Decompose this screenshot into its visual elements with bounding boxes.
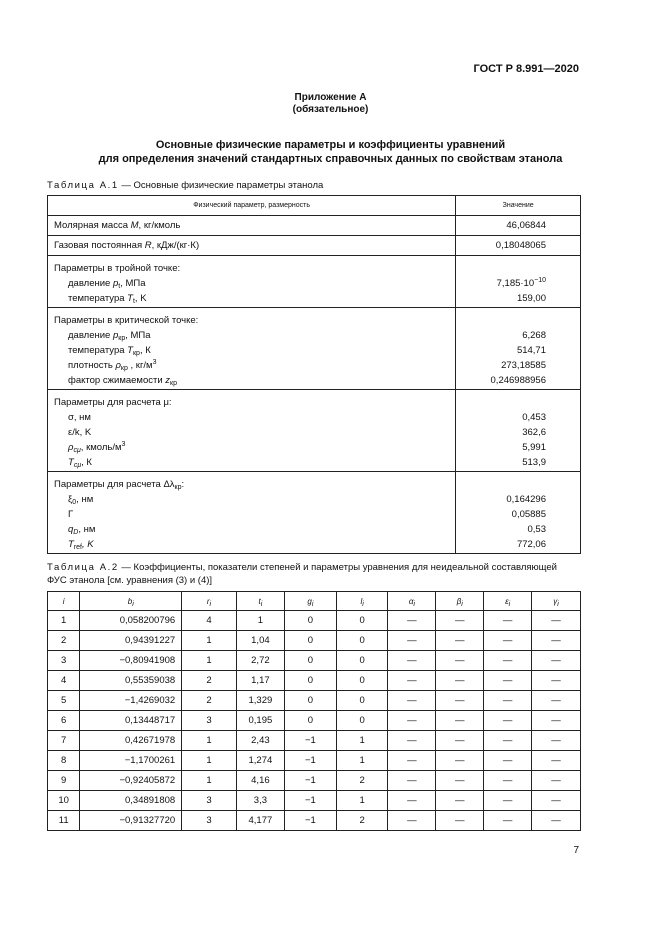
critical-compressibility-value: 0,246988956	[490, 375, 546, 386]
table-cell: 0	[285, 671, 337, 691]
table-header-row	[48, 196, 581, 216]
table-cell: 1,274	[236, 751, 284, 771]
header-parameter: Физический параметр, размерность	[48, 196, 456, 216]
header-col-2: $r_i$	[182, 592, 237, 611]
table-cell: —	[436, 771, 484, 791]
gas-constant-label: Газовая постоянная R, кДж/(кг·К)	[54, 240, 200, 251]
table-cell: −1	[285, 791, 337, 811]
document-title-line2: для определения значений стандартных справочных данных по свойствам этанола	[98, 153, 563, 165]
table-cell: —	[388, 731, 436, 751]
t-cmu-label: $T_{с\mu}$, К	[68, 457, 92, 469]
table-cell: —	[532, 751, 581, 771]
triple-pressure-value: $7,185\cdot 10^{-10}$	[496, 277, 546, 289]
table-cell: 0	[336, 611, 388, 631]
table-cell: 3	[182, 791, 237, 811]
table-cell: 0,55359038	[80, 671, 182, 691]
table-cell: —	[532, 651, 581, 671]
table-cell: —	[484, 751, 532, 771]
table-cell: —	[532, 771, 581, 791]
table-cell: —	[436, 791, 484, 811]
table-cell: 0,94391227	[80, 631, 182, 651]
table-cell: —	[532, 611, 581, 631]
table-row	[48, 731, 581, 751]
table-row	[48, 651, 581, 671]
table-cell: —	[532, 791, 581, 811]
row-conductivity-params	[48, 472, 581, 554]
table-cell: 2	[182, 671, 237, 691]
qd-label: $q_D$, нм	[68, 524, 96, 536]
table-cell: −1	[285, 771, 337, 791]
table-cell: 4	[48, 671, 80, 691]
conductivity-title: Параметры для расчета $\Delta\lambda_{кр}$:	[54, 479, 185, 491]
table-row	[48, 811, 581, 831]
table-cell: —	[532, 731, 581, 751]
table-row	[48, 771, 581, 791]
table-cell: 0,058200796	[80, 611, 182, 631]
gamma-label: Г	[68, 509, 74, 520]
table-cell: —	[436, 651, 484, 671]
triple-temperature-label: температура $T_t$, K	[68, 293, 147, 305]
page-number: 7	[573, 845, 579, 856]
table-cell: 1,04	[236, 631, 284, 651]
tref-label: $T_{ref}$, K	[68, 539, 94, 551]
table2-caption-text: — Коэффициенты, показатели степеней и параметры уравнения для неидеальной составляющей	[118, 562, 557, 573]
table-cell: —	[388, 631, 436, 651]
table-cell: —	[436, 611, 484, 631]
table-cell: 2,72	[236, 651, 284, 671]
table-cell: 5	[48, 691, 80, 711]
table-cell: −0,80941908	[80, 651, 182, 671]
table-cell: 0	[336, 691, 388, 711]
table-cell: —	[484, 671, 532, 691]
table-cell: −1	[285, 731, 337, 751]
header-col-3: $t_i$	[236, 592, 284, 611]
table-cell: −1	[285, 811, 337, 831]
table-cell: 0,34891808	[80, 791, 182, 811]
table-cell: 1	[182, 651, 237, 671]
tref-value: 772,06	[516, 539, 546, 550]
molar-mass-label: Молярная масса M, кг/кмоль	[54, 220, 181, 231]
table-cell: —	[484, 791, 532, 811]
table-cell: −0,92405872	[80, 771, 182, 791]
table2-caption-label: Таблица А.2	[47, 562, 119, 573]
document-title-line1: Основные физические параметры и коэффициенты уравнений	[155, 139, 506, 151]
table-cell: 3	[182, 811, 237, 831]
table-cell: 4,16	[236, 771, 284, 791]
document-title	[0, 138, 661, 166]
table-cell: 2	[336, 811, 388, 831]
header-col-5: $l_i$	[336, 592, 388, 611]
table-cell: —	[484, 771, 532, 791]
table-row	[48, 691, 581, 711]
table-row	[48, 791, 581, 811]
table1-caption	[47, 179, 323, 192]
table-cell: 10	[48, 791, 80, 811]
table-cell: 0	[336, 631, 388, 651]
table-cell: —	[532, 711, 581, 731]
table-cell: 0	[336, 651, 388, 671]
table-cell: 2,43	[236, 731, 284, 751]
table-cell: —	[532, 671, 581, 691]
table-cell: 8	[48, 751, 80, 771]
table-cell: 4,177	[236, 811, 284, 831]
table-cell: 0	[336, 671, 388, 691]
table-cell: —	[484, 631, 532, 651]
critical-temperature-label: температура $T_{кр}$, К	[68, 345, 151, 357]
physical-parameters-table	[47, 195, 581, 554]
table-cell: —	[388, 791, 436, 811]
table-cell: —	[436, 671, 484, 691]
table1-caption-text: — Основные физические параметры этанола	[118, 180, 324, 191]
table-cell: —	[388, 671, 436, 691]
critical-temperature-value: 514,71	[516, 345, 546, 356]
critical-pressure-value: 6,268	[522, 330, 546, 341]
xi0-label: $\xi_0$, нм	[68, 494, 94, 506]
table-cell: —	[532, 631, 581, 651]
critical-density-value: 273,18585	[501, 360, 546, 371]
table-row	[48, 671, 581, 691]
critical-pressure-label: давление $p_{кр}$, МПа	[68, 330, 151, 342]
table-cell: —	[484, 731, 532, 751]
table-cell: 0,195	[236, 711, 284, 731]
table2-caption	[47, 561, 587, 587]
table-cell: 0	[285, 691, 337, 711]
table-cell: —	[388, 811, 436, 831]
header-col-7: $\beta_i$	[436, 592, 484, 611]
table-cell: −1,4269032	[80, 691, 182, 711]
epsilon-label: ε/k, K	[68, 427, 92, 438]
viscosity-title: Параметры для расчета μ:	[54, 397, 172, 408]
row-triple-point	[48, 256, 581, 308]
table-cell: —	[532, 691, 581, 711]
table-cell: 1	[182, 731, 237, 751]
table-cell: 0,13448717	[80, 711, 182, 731]
rho-cmu-label: $\rho_{с\mu}$, кмоль/$м^3$	[68, 441, 126, 454]
table-cell: 0	[285, 631, 337, 651]
row-gas-constant	[48, 236, 581, 256]
table-cell: 9	[48, 771, 80, 791]
critical-density-label: плотность $\rho_{кр}$ , $кг/м^3$	[68, 359, 157, 372]
table-cell: 1	[182, 751, 237, 771]
table-cell: 1	[236, 611, 284, 631]
header-value: Значение	[456, 196, 581, 216]
table-cell: −1,1700261	[80, 751, 182, 771]
table-cell: 0	[285, 611, 337, 631]
table-row	[48, 631, 581, 651]
appendix-status: (обязательное)	[292, 104, 369, 115]
table-cell: 1	[182, 631, 237, 651]
triple-temperature-value: 159,00	[516, 293, 546, 304]
table-cell: 7	[48, 731, 80, 751]
xi0-value: 0,164296	[506, 494, 546, 505]
table-cell: 0	[285, 711, 337, 731]
sigma-value: 0,453	[522, 412, 546, 423]
table-cell: 1,17	[236, 671, 284, 691]
appendix-heading	[0, 92, 661, 116]
header-col-9: $\gamma_i$	[532, 592, 581, 611]
table-cell: 3	[48, 651, 80, 671]
table-cell: −0,91327720	[80, 811, 182, 831]
table-cell: —	[388, 771, 436, 791]
row-critical-point	[48, 308, 581, 390]
coefficients-table	[47, 591, 581, 831]
table1-caption-label: Таблица А.1	[47, 180, 119, 191]
table-cell: 11	[48, 811, 80, 831]
table-cell: —	[484, 811, 532, 831]
table-cell: —	[436, 731, 484, 751]
table-cell: 2	[336, 771, 388, 791]
qd-value: 0,53	[527, 524, 546, 535]
table-header-row	[48, 592, 581, 611]
table-cell: 1	[336, 731, 388, 751]
table-cell: —	[388, 711, 436, 731]
t-cmu-value: 513,9	[522, 457, 546, 468]
table-cell: 3,3	[236, 791, 284, 811]
table-row	[48, 711, 581, 731]
table-cell: —	[484, 611, 532, 631]
header-col-0: i	[48, 592, 80, 611]
header-col-6: $\alpha_i$	[388, 592, 436, 611]
triple-pressure-label: давление $p_t$, МПа	[68, 278, 146, 290]
rho-cmu-value: 5,991	[522, 442, 546, 453]
table-cell: 2	[182, 691, 237, 711]
epsilon-value: 362,6	[522, 427, 546, 438]
table-cell: 0	[336, 711, 388, 731]
sigma-label: σ, нм	[68, 412, 91, 423]
row-viscosity-params	[48, 390, 581, 472]
table-cell: —	[436, 631, 484, 651]
triple-point-title: Параметры в тройной точке:	[54, 263, 181, 274]
table-cell: —	[388, 611, 436, 631]
table2-caption-line2: ФУС этанола [см. уравнения (3) и (4)]	[47, 575, 213, 586]
table-cell: —	[388, 691, 436, 711]
table-cell: 0	[285, 651, 337, 671]
table-cell: 1	[336, 791, 388, 811]
molar-mass-value: 46,06844	[506, 220, 546, 231]
row-molar-mass	[48, 216, 581, 236]
table-cell: —	[532, 811, 581, 831]
table-cell: —	[484, 711, 532, 731]
critical-compressibility-label: фактор сжимаемости $z_{кр}$	[68, 375, 178, 387]
table-cell: —	[436, 711, 484, 731]
standard-code: ГОСТ Р 8.991—2020	[473, 63, 579, 75]
table-cell: —	[484, 691, 532, 711]
table-cell: 0,42671978	[80, 731, 182, 751]
table-row	[48, 751, 581, 771]
table-cell: 1,329	[236, 691, 284, 711]
header-col-1: $b_i$	[80, 592, 182, 611]
table-row	[48, 611, 581, 631]
header-col-8: $\varepsilon_i$	[484, 592, 532, 611]
table-cell: 4	[182, 611, 237, 631]
table-cell: —	[388, 751, 436, 771]
table-cell: 1	[336, 751, 388, 771]
table-cell: 1	[182, 771, 237, 791]
table-cell: 2	[48, 631, 80, 651]
critical-point-title: Параметры в критической точке:	[54, 315, 199, 326]
table-cell: —	[484, 651, 532, 671]
gamma-value: 0,05885	[511, 509, 546, 520]
table-cell: 1	[48, 611, 80, 631]
table-cell: —	[436, 691, 484, 711]
gas-constant-value: 0,18048065	[495, 240, 546, 251]
table-cell: −1	[285, 751, 337, 771]
table-cell: —	[436, 751, 484, 771]
table-cell: —	[436, 811, 484, 831]
header-col-4: $g_i$	[285, 592, 337, 611]
appendix-title: Приложение А	[294, 92, 367, 103]
table-cell: 6	[48, 711, 80, 731]
table-cell: 3	[182, 711, 237, 731]
table-cell: —	[388, 651, 436, 671]
